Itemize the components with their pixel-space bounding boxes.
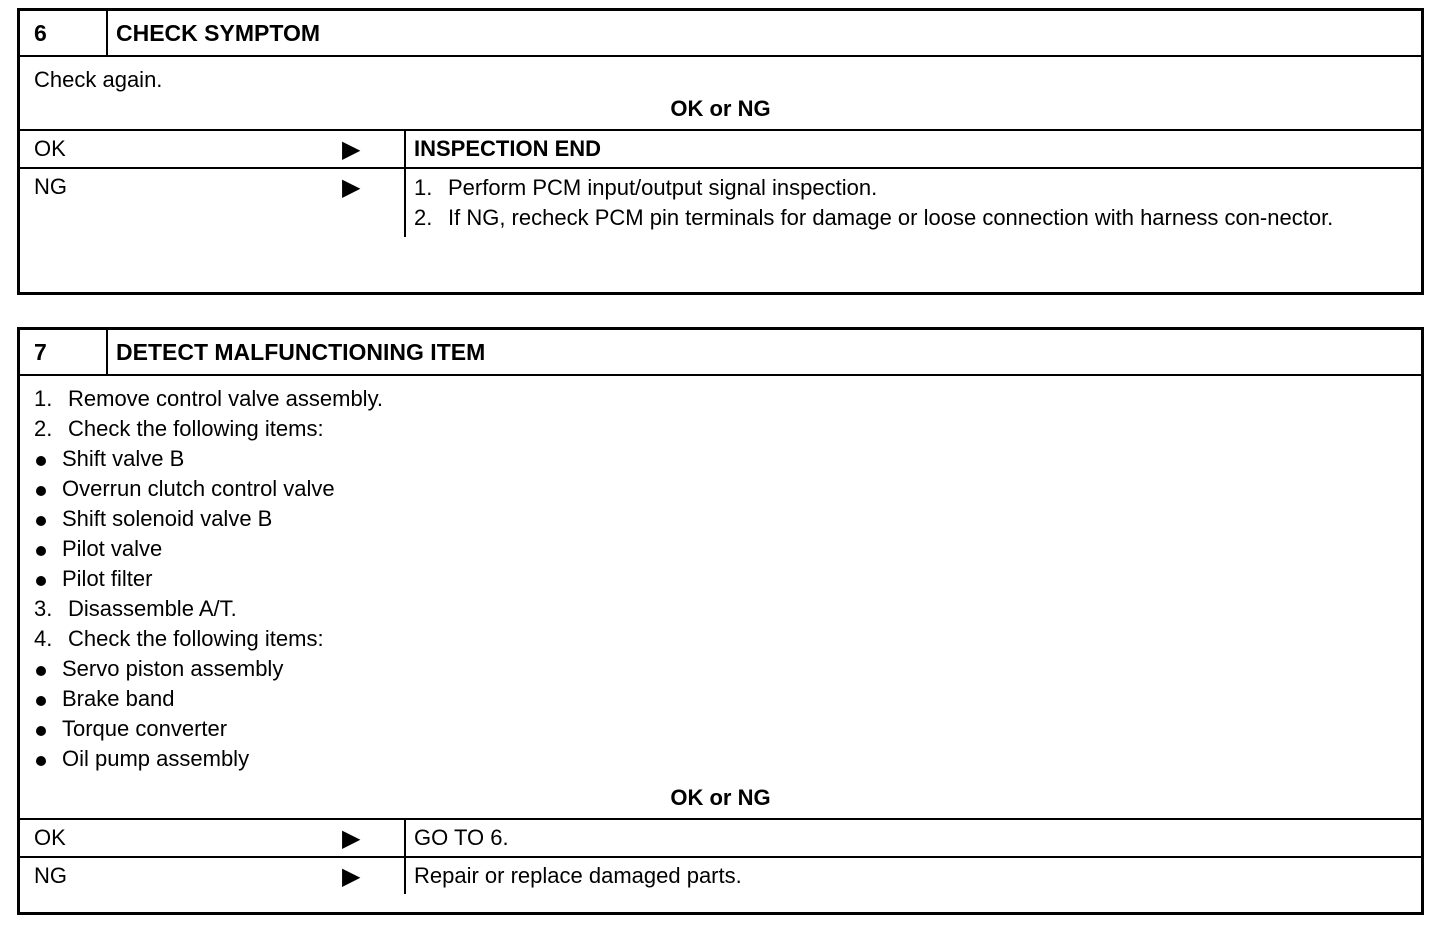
bullet-item: Shift solenoid valve B — [34, 504, 1407, 534]
bullet-item: Brake band — [34, 684, 1407, 714]
ng-action-list — [414, 169, 1421, 237]
numbered-item: 4. Check the following items: — [34, 626, 324, 651]
arrow-right-icon: ▶ — [342, 174, 361, 201]
ok-row — [20, 818, 1421, 856]
bullet-item: Pilot valve — [34, 534, 1407, 564]
ok-label: OK — [34, 825, 66, 850]
bullet-item: Overrun clutch control valve — [34, 474, 1407, 504]
arrow-right-icon: ▶ — [342, 863, 361, 890]
step-title: CHECK SYMPTOM — [116, 20, 321, 46]
bullet-icon — [36, 726, 46, 736]
result-label: OK or NG — [670, 96, 771, 121]
bullet-icon — [36, 576, 46, 586]
ok-action: GO TO 6. — [414, 825, 509, 850]
bullet-icon — [36, 546, 46, 556]
numbered-item: 2. Check the following items: — [34, 416, 324, 441]
ng-action: Repair or replace damaged parts. — [414, 863, 742, 888]
step-6-body — [20, 57, 1421, 95]
bullet-item: Oil pump assembly — [34, 744, 1407, 774]
arrow-right-icon: ▶ — [342, 825, 361, 852]
bullet-icon — [36, 516, 46, 526]
step-title: DETECT MALFUNCTIONING ITEM — [116, 339, 486, 365]
bullet-icon — [36, 666, 46, 676]
step-7-body — [20, 376, 1421, 774]
ng-label: NG — [34, 174, 67, 199]
bullet-item: Pilot filter — [34, 564, 1407, 594]
bullet-item: Torque converter — [34, 714, 1407, 744]
bullet-icon — [36, 486, 46, 496]
numbered-item: 3. Disassemble A/T. — [34, 596, 237, 621]
ng-action-item: 2. If NG, recheck PCM pin terminals for damage or loose connection with harness con-nector. — [414, 205, 1334, 230]
ng-label: NG — [34, 863, 67, 888]
bullet-icon — [36, 696, 46, 706]
step-number: 7 — [20, 330, 108, 374]
ng-action-item: 1. Perform PCM input/output signal inspection. — [414, 175, 878, 200]
bullet-item: Shift valve B — [34, 444, 1407, 474]
step-6-header — [20, 11, 1421, 57]
ng-row — [20, 167, 1421, 237]
result-label: OK or NG — [670, 785, 771, 810]
ok-action: INSPECTION END — [414, 136, 602, 161]
ok-row — [20, 129, 1421, 167]
arrow-right-icon: ▶ — [342, 136, 361, 163]
ng-row — [20, 856, 1421, 894]
step-instruction: Check again. — [34, 67, 163, 92]
step-number: 6 — [20, 11, 108, 55]
bullet-icon — [36, 456, 46, 466]
check-items-list — [34, 384, 1407, 774]
step-7-header — [20, 330, 1421, 376]
bullet-item: Servo piston assembly — [34, 654, 1407, 684]
step-7-table — [17, 327, 1424, 915]
ok-label: OK — [34, 136, 66, 161]
bullet-icon — [36, 756, 46, 766]
step-6-table — [17, 8, 1424, 295]
numbered-item: 1. Remove control valve assembly. — [34, 386, 384, 411]
